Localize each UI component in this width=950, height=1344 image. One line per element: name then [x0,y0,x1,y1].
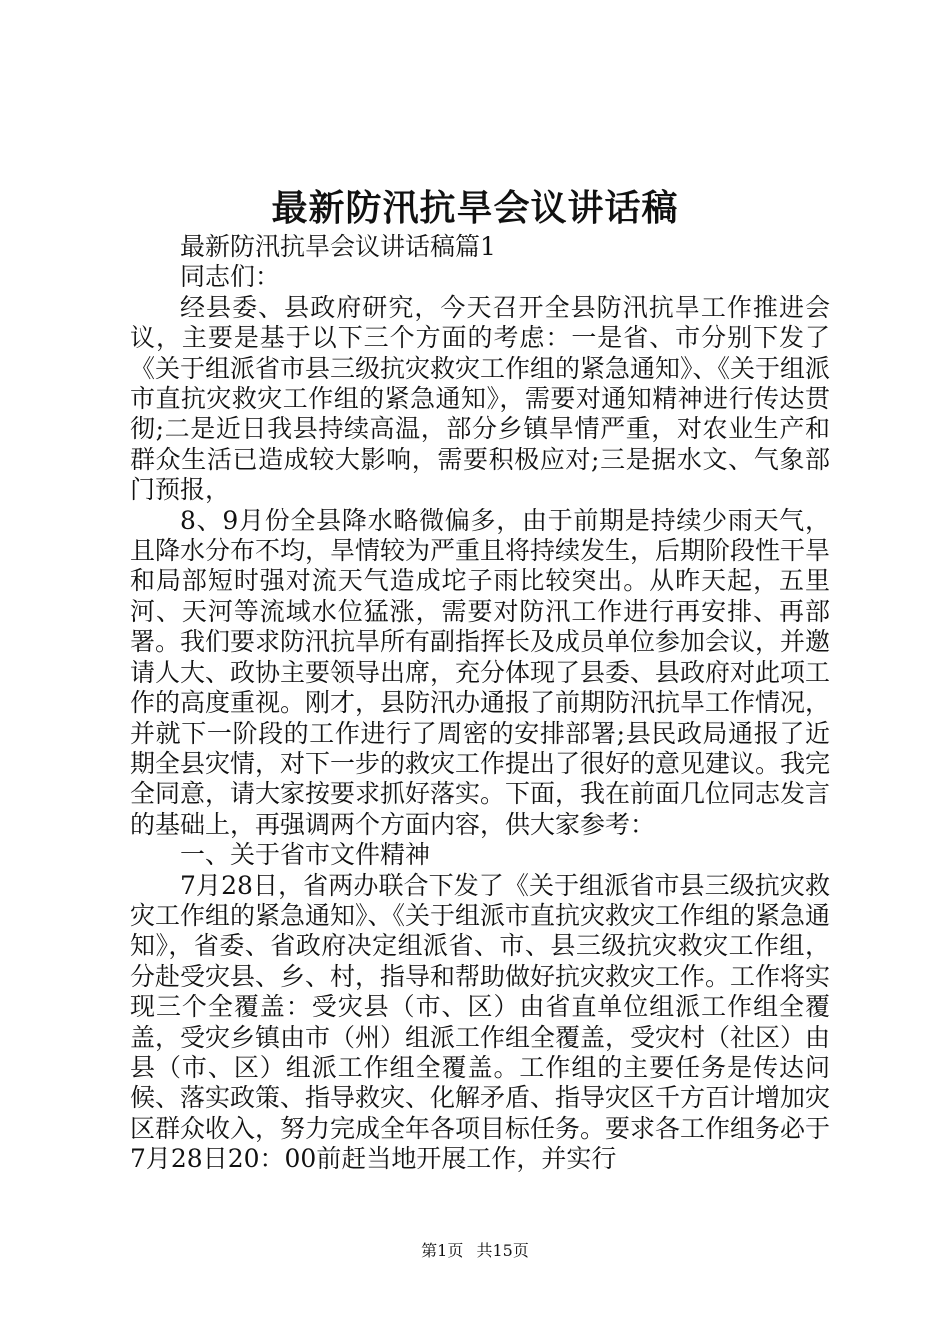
document-body [130,232,830,1175]
page-footer [0,1241,950,1261]
body-paragraph: 经县委、县政府研究，今天召开全县防汛抗旱工作推进会议，主要是基于以下三个方面的考虑：一是省、市分别下发了《关于组派省市县三级抗灾救灾工作组的紧急通知》、《关于组派市直抗灾救灾工作组的紧急通知》，需要对通知精神进行传达贯彻;二是近日我县持续高温，部分乡镇旱情严重，对农业生产和群众生活已造成较大影响，需要积极应对;三是据水文、气象部门预报， [130,292,831,505]
body-paragraph: 7月28日，省两办联合下发了《关于组派省市县三级抗灾救灾工作组的紧急通知》、《关于组派市直抗灾救灾工作组的紧急通知》，省委、省政府决定组派省、市、县三级抗灾救灾工作组，分赴受灾县、乡、村，指导和帮助做好抗灾救灾工作。工作将实现三个全覆盖：受灾县（市、区）由省直单位组派工作组全覆盖，受灾乡镇由市（州）组派工作组全覆盖，受灾村（社区）由县（市、区）组派工作组全覆盖。工作组的主要任务是传达问候、落实政策、指导救灾、化解矛盾、指导灾区千方百计增加灾区群众收入，努力完成全年各项目标任务。要求各工作组务必于7月28日20：00前赶当地开展工作，并实行 [130,870,831,1174]
section-heading-part1: 最新防汛抗旱会议讲话稿篇1 [180,232,496,261]
section-heading: 一、关于省市文件精神 [180,840,431,870]
salutation: 同志们： [180,262,281,292]
page-number: 第1页 [421,1241,464,1260]
body-paragraph: 8、9月份全县降水略微偏多，由于前期是持续少雨天气，且降水分布不均，旱情较为严重且将持续发生，后期阶段性干旱和局部短时强对流天气造成坨子雨比较突出。从昨天起，五里河、天河等流域水位猛涨，需要对防汛工作进行再安排、再部署。我们要求防汛抗旱所有副指挥长及成员单位参加会议，并邀请人大、政协主要领导出席，充分体现了县委、县政府对此项工作的高度重视。刚才，县防汛办通报了前期防汛抗旱工作情况，并就下一阶段的工作进行了周密的安排部署;县民政局通报了近期全县灾情，对下一步的救灾工作提出了很好的意见建议。我完全同意，请大家按要求抓好落实。下面，我在前面几位同志发言的基础上，再强调两个方面内容，供大家参考： [130,505,831,839]
page-total: 共15页 [476,1241,529,1260]
document-title: 最新防汛抗旱会议讲话稿 [271,187,679,229]
